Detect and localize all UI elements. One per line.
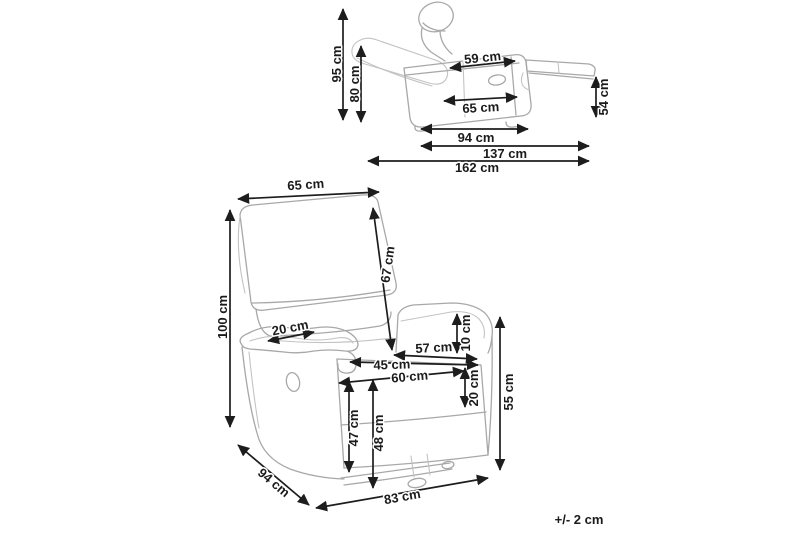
front-dim-seat-height-front-right-label: 48 cm bbox=[371, 414, 386, 452]
front-dim-seat-width-with-arms-label: 57 cm bbox=[414, 339, 453, 356]
front-dim-depth-label: 94 cm bbox=[254, 464, 293, 501]
front-dim-front-base-width bbox=[316, 478, 488, 508]
side-dim-base-length-label: 94 cm bbox=[457, 130, 495, 145]
side-dim-total-reclined-length bbox=[368, 160, 589, 175]
front-chair-front-face-bottom bbox=[344, 455, 488, 468]
front-dim-armrest-above-seat bbox=[457, 314, 473, 353]
side-dim-total-height bbox=[329, 9, 344, 120]
front-dim-armrest-depth bbox=[268, 317, 314, 341]
front-chair-front-face-seam bbox=[341, 412, 486, 425]
front-dim-side-height-label: 55 cm bbox=[501, 373, 516, 411]
front-dim-seat-height-front-left bbox=[346, 381, 361, 472]
side-chair-legrest-seam bbox=[558, 62, 559, 73]
front-chair-left-panel bbox=[242, 347, 344, 479]
front-dim-front-width bbox=[339, 367, 464, 385]
front-dim-seat-height-front-left-label: 47 cm bbox=[346, 409, 361, 447]
front-dim-seat-front-segment-label: 20 cm bbox=[466, 369, 481, 407]
front-dim-depth bbox=[238, 445, 309, 505]
front-dim-side-height bbox=[500, 317, 516, 470]
front-chair-left-panel-seam bbox=[249, 352, 259, 428]
front-chair-base-rail-bottom bbox=[344, 469, 452, 485]
side-dim-total-height-label: 95 cm bbox=[329, 45, 344, 83]
front-chair-base-support-left bbox=[411, 456, 414, 477]
front-chair-front-face-left bbox=[337, 359, 344, 468]
side-chair-handle bbox=[488, 74, 506, 86]
side-dim-total-reclined-length-label: 162 cm bbox=[454, 160, 500, 175]
side-dim-base-depth-label: 65 cm bbox=[461, 99, 500, 116]
front-dim-backrest-length bbox=[373, 208, 398, 350]
front-dim-total-height-label: 100 cm bbox=[215, 294, 230, 340]
side-view-diagram bbox=[329, 0, 611, 175]
side-chair-foot-back bbox=[506, 122, 521, 127]
side-dim-legrest-height bbox=[596, 77, 611, 117]
side-dim-reclined-length bbox=[421, 146, 589, 161]
front-dim-backrest-length-label: 67 cm bbox=[377, 245, 398, 284]
front-chair-front-face-right bbox=[481, 365, 488, 455]
side-chair-reclined-back bbox=[352, 38, 448, 84]
front-view-diagram bbox=[215, 176, 516, 508]
front-chair-backrest-seam bbox=[252, 290, 390, 303]
tolerance-note: +/- 2 cm bbox=[554, 512, 604, 527]
front-dim-front-base-width-label: 83 cm bbox=[382, 485, 422, 508]
side-chair-arm-front-edge bbox=[511, 57, 516, 115]
side-chair-reclined-back-seam bbox=[357, 58, 432, 86]
front-chair-base-support-right bbox=[427, 454, 430, 475]
front-dim-total-height bbox=[215, 210, 230, 427]
side-chair-backrest-edge-right bbox=[440, 30, 452, 54]
front-dim-armrest-above-seat-label: 10 cm bbox=[458, 314, 473, 352]
side-dim-backrest-height bbox=[347, 46, 362, 122]
front-dim-seat-width-label: 45 cm bbox=[373, 356, 411, 373]
front-chair-handle bbox=[285, 371, 302, 392]
front-chair-right-side-edge bbox=[488, 336, 492, 455]
front-chair-right-armrest-inner-face bbox=[396, 315, 398, 352]
front-view-chair-drawing bbox=[238, 195, 492, 489]
front-dim-armrest-depth-label: 20 cm bbox=[270, 316, 310, 339]
front-dim-backrest-width-label: 65 cm bbox=[286, 175, 325, 194]
side-dim-seat-top-depth-label: 59 cm bbox=[463, 48, 502, 67]
side-chair-body-top-seam bbox=[406, 63, 519, 75]
side-dim-legrest-height-label: 54 cm bbox=[596, 78, 611, 116]
front-dim-front-width-label: 60 cm bbox=[390, 367, 429, 386]
side-dim-backrest-height-label: 80 cm bbox=[347, 65, 362, 103]
front-chair-foot-right bbox=[442, 461, 455, 470]
side-dim-base-length bbox=[421, 129, 528, 145]
side-dim-base-depth bbox=[444, 97, 517, 116]
front-dim-seat-front-segment bbox=[465, 368, 481, 407]
side-dim-reclined-length-label: 137 cm bbox=[482, 146, 528, 161]
